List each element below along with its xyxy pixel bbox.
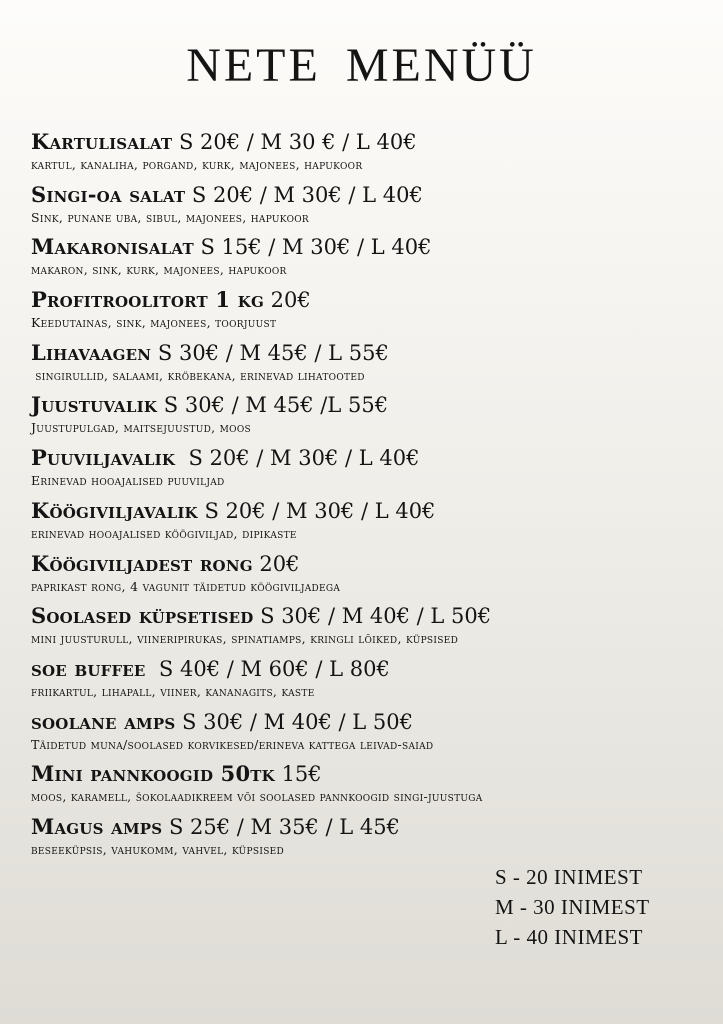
menu-item-heading	[31, 602, 701, 630]
menu-item-price: 20€	[264, 288, 311, 313]
menu-item	[31, 550, 701, 603]
menu-item	[31, 391, 701, 444]
menu-item-price: S 15€ / M 30€ / L 40€	[193, 235, 432, 260]
menu-item-heading	[31, 391, 701, 419]
menu-item	[31, 233, 701, 286]
menu-item-name: Singi-oa salat	[31, 181, 186, 207]
menu-item	[31, 602, 701, 655]
menu-item-heading	[31, 708, 701, 736]
menu-item	[31, 813, 701, 866]
menu-item-heading	[31, 286, 701, 314]
menu-item-name: Profitroolitort 1 kg	[31, 287, 264, 313]
menu-item-description: erinevad hooajalised köögiviljad, dipikaste	[31, 525, 297, 541]
menu-item	[31, 655, 701, 708]
menu-item-description: friikartul, lihapall, viiner, kananagits, kaste	[31, 683, 315, 699]
menu-item-heading	[31, 128, 701, 156]
menu-item-price: 20€	[252, 551, 300, 576]
menu-item-price: S 20€ / M 30€ / L 40€	[175, 446, 420, 471]
menu-item-heading	[31, 550, 701, 578]
menu-item-heading	[31, 233, 701, 261]
menu-item-price: S 20€ / M 30€ / L 40€	[197, 498, 436, 523]
page-title: NETE MENÜÜ	[186, 39, 537, 92]
menu-item	[31, 497, 701, 550]
size-legend	[495, 862, 650, 952]
legend-medium: M - 30 INIMEST	[495, 895, 650, 919]
menu-item-description: Keedutainas, sink, majonees, toorjuust	[31, 315, 277, 331]
menu-item-name: Kartulisalat	[31, 129, 173, 154]
menu-item	[31, 760, 701, 813]
menu-item-name: Magus amps	[31, 813, 163, 839]
menu-item-description: Erinevad hooajalised puuviljad	[31, 473, 225, 489]
legend-small: S - 20 INIMEST	[495, 865, 643, 889]
menu-item-price: S 30€ / M 40€ / L 50€	[175, 709, 414, 734]
menu-item	[31, 286, 701, 339]
menu-item-name: Juustuvalik	[31, 392, 158, 418]
menu-item-heading	[31, 813, 701, 841]
menu-item-heading	[31, 181, 701, 209]
menu-item-description: paprikast rong, 4 vagunit täidetud köögiviljadega	[31, 578, 341, 594]
menu-item-description: singirullid, salaami, kröbekana, erinevad lihatooted	[31, 367, 365, 383]
menu-item-description: kartul, kanaliha, porgand, kurk, majonees, hapukoor	[31, 157, 363, 172]
menu-item-name: soe buffee	[31, 655, 146, 681]
menu-item-name: soolane amps	[31, 708, 176, 734]
menu-item-description: Täidetud muna/soolased korvikesed/erineva kattega leivad-saiad	[31, 736, 434, 752]
menu-item-heading	[31, 339, 701, 367]
menu-item-name: Köögiviljadest rong	[31, 550, 253, 576]
menu-item-heading	[31, 655, 701, 683]
menu-item-price: S 30€ / M 45€ / L 55€	[151, 340, 389, 365]
menu-item	[31, 339, 701, 392]
menu-item-description: beseeküpsis, vahukomm, vahvel, küpsised	[31, 841, 285, 857]
menu-item-description: moos, karamell, šokolaadikreem või soolased pannkoogid singi-juustuga	[31, 789, 483, 805]
menu-item-name: Makaronisalat	[31, 234, 194, 260]
menu-item	[31, 444, 701, 497]
menu-item	[31, 181, 701, 234]
menu-item-name: Lihavaagen	[31, 339, 152, 365]
menu-item-description: makaron, sink, kurk, majonees, hapukoor	[31, 262, 287, 278]
menu-item-price: S 20€ / M 30 € / L 40€	[172, 130, 417, 154]
menu-item-price: S 40€ / M 60€ / L 80€	[145, 656, 390, 681]
menu-item-name: Köögiviljavalik	[31, 497, 198, 523]
menu-item	[31, 708, 701, 761]
menu-item-price: S 25€ / M 35€ / L 45€	[162, 814, 400, 839]
menu-item-name: Soolased küpsetised	[31, 603, 254, 629]
menu-item-price: S 30€ / M 45€ /L 55€	[157, 393, 389, 418]
menu-item-name: Puuviljavalik	[31, 445, 176, 471]
menu-item-price: S 30€ / M 40€ / L 50€	[253, 604, 492, 629]
menu-item-description: Sink, punane uba, sibul, majonees, hapukoor	[31, 209, 310, 225]
menu-list	[31, 128, 701, 866]
menu-item-price: 15€	[274, 762, 322, 787]
menu-item-description: mini juusturull, viineripirukas, spinatiamps, kringli lõiked, küpsised	[31, 631, 459, 647]
menu-item-description: Juustupulgad, maitsejuustud, moos	[31, 420, 251, 436]
menu-item-heading	[31, 760, 701, 788]
menu-item-heading	[31, 444, 701, 472]
legend-large: L - 40 INIMEST	[495, 925, 643, 949]
menu-item-price: S 20€ / M 30€ / L 40€	[185, 182, 423, 207]
menu-item	[31, 128, 701, 181]
menu-item-heading	[31, 497, 701, 525]
menu-item-name: Mini pannkoogid 50tk	[31, 761, 275, 787]
